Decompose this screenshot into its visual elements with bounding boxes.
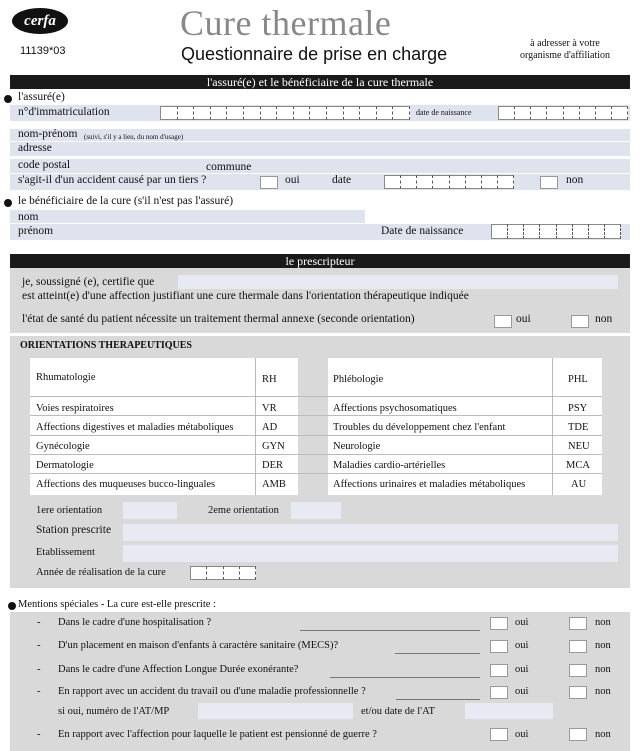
etablissement-field[interactable] [123,545,618,562]
orientation-code: DER [262,460,283,471]
orientation-label: Rhumatologie [36,372,96,383]
bullet-icon [4,95,12,103]
station-field[interactable] [123,524,618,541]
orientation-label: Affections des muqueuses bucco-linguales [36,479,216,490]
orientation-label: Affections urinaires et maladies métaboliques [333,479,526,490]
etat-non-label: non [595,313,613,325]
at-mp-number-field[interactable] [198,703,353,719]
annee-input[interactable] [190,566,256,580]
at-date-field[interactable] [465,703,553,719]
question-dash: - [37,664,41,675]
annee-label: Année de réalisation de la cure [36,567,166,578]
mentions-title: Mentions spéciales - La cure est-elle prescrite : [18,599,216,610]
question-ald: Dans le cadre d'une Affection Longue Durée exonérante? [58,664,299,675]
bullet-icon [8,602,16,610]
orientation-label: Dermatologie [36,460,94,471]
hospitalisation-non-checkbox[interactable] [569,617,587,630]
bullet-icon [4,199,12,207]
page-title: Cure thermale [180,3,392,43]
at-mp-oui-checkbox[interactable] [490,686,508,699]
beneficiaire-nom-field[interactable] [10,210,365,223]
hospitalisation-oui-checkbox[interactable] [490,617,508,630]
non-label: non [595,640,611,651]
orientation-code: PHL [568,374,588,385]
question-dash: - [37,686,41,697]
etat-oui-label: oui [516,313,531,325]
assure-label: l'assuré(e) [18,91,65,103]
immatriculation-label: n°d'immatriculation [18,106,110,118]
at-mp-number-label: si oui, numéro de l'AT/MP [58,706,170,717]
oui-label: oui [515,617,529,628]
accident-non-checkbox[interactable] [540,176,558,189]
orientation-code: GYN [262,441,285,452]
orientation-label: Phlébologie [333,374,384,385]
soussigne-label: je, soussigné (e), certifie que [22,276,155,288]
first-orientation-field[interactable] [123,502,177,519]
orientation-code: RH [262,374,277,385]
nom-prenom-note: (suivi, s'il y a lieu, du nom d'usage) [84,133,184,141]
orientation-label: Affections psychosomatiques [333,403,457,414]
code-postal-label: code postal [18,159,71,171]
address-note-line1: à adresser à votre [530,38,600,49]
cerfa-logo: cerfa [12,8,68,34]
beneficiaire-date-input[interactable] [491,224,621,239]
immatriculation-input[interactable] [160,106,410,120]
section-band-prescripteur: le prescripteur [10,254,630,268]
orientation-code: PSY [568,403,588,414]
accident-non-label: non [566,174,584,186]
section-band-assure: l'assuré(e) et le bénéficiaire de la cure thermale [10,75,630,89]
orientation-label: Maladies cardio-artérielles [333,460,446,471]
address-note [500,38,630,62]
orientation-label: Neurologie [333,441,381,452]
date-naissance-label: date de naissance [416,108,472,117]
question-dash: - [37,617,41,628]
orientations-title: ORIENTATIONS THERAPEUTIQUES [20,340,192,351]
orientation-label: Voies respiratoires [36,403,114,414]
station-label: Station prescrite [36,524,112,536]
oui-label: oui [515,664,529,675]
question-hospitalisation: Dans le cadre d'une hospitalisation ? [58,617,212,628]
adresse-label: adresse [18,142,52,154]
etat-oui-checkbox[interactable] [494,315,512,328]
beneficiaire-date-label: Date de naissance [381,225,464,237]
soussigne-field[interactable] [178,275,618,289]
nom-prenom-label: nom-prénom [18,128,78,140]
first-orientation-label: 1ere orientation [36,505,103,516]
oui-label: oui [515,640,529,651]
non-label: non [595,664,611,675]
orientation-code: AU [571,479,587,490]
form-number: 11139*03 [20,45,66,57]
ald-oui-checkbox[interactable] [490,664,508,677]
non-label: non [595,686,611,697]
second-orientation-field[interactable] [291,502,341,519]
mecs-oui-checkbox[interactable] [490,640,508,653]
accident-oui-label: oui [285,174,300,186]
second-orientation-label: 2eme orientation [208,505,279,516]
page-subtitle: Questionnaire de prise en charge [181,44,448,64]
accident-date-input[interactable] [384,175,514,189]
date-naissance-input[interactable] [498,106,628,120]
non-label: non [595,617,611,628]
orientation-code: VR [262,403,277,414]
orientation-label: Gynécologie [36,441,90,452]
at-date-label: et/ou date de l'AT [361,706,435,717]
code-postal-field[interactable] [10,159,630,173]
beneficiaire-label: le bénéficiaire de la cure (s'il n'est pas l'assuré) [18,195,234,207]
orientation-code: AMB [262,479,286,490]
adresse-field[interactable] [10,142,630,156]
atteint-label: est atteint(e) d'une affection justifiant une cure thermale dans l'orientation thérapeutique indiquée [22,290,469,302]
at-mp-non-checkbox[interactable] [569,686,587,699]
question-dash: - [37,729,41,740]
orientation-code: MCA [566,460,590,471]
question-pension-guerre: En rapport avec l'affection pour laquelle le patient est pensionné de guerre ? [58,729,377,740]
accident-label: s'agit-il d'un accident causé par un tiers ? [18,174,207,186]
pension-oui-checkbox[interactable] [490,728,508,741]
commune-label: commune [206,161,252,173]
accident-date-label: date [332,174,352,186]
mecs-non-checkbox[interactable] [569,640,587,653]
etat-label: l'état de santé du patient nécessite un traitement thermal annexe (seconde orientation) [22,313,415,325]
question-at-mp: En rapport avec un accident du travail ou d'une maladie professionnelle ? [58,686,366,697]
question-mecs: D'un placement en maison d'enfants à caractère sanitaire (MECS)? [58,640,339,651]
etat-non-checkbox[interactable] [571,315,589,328]
non-label: non [595,729,611,740]
ald-non-checkbox[interactable] [569,664,587,677]
beneficiaire-nom-label: nom [18,211,39,223]
pension-non-checkbox[interactable] [569,728,587,741]
address-note-line2: organisme d'affiliation [519,50,611,61]
beneficiaire-prenom-label: prénom [18,225,54,237]
orientation-code: AD [262,422,278,433]
oui-label: oui [515,686,529,697]
accident-oui-checkbox[interactable] [260,176,278,189]
question-dash: - [37,640,41,651]
orientation-label: Troubles du développement chez l'enfant [333,422,506,433]
oui-label: oui [515,729,529,740]
orientation-label: Affections digestives et maladies métaboliques [36,422,234,433]
orientation-code: TDE [568,422,589,433]
etablissement-label: Etablissement [36,547,95,558]
orientation-code: NEU [568,441,590,452]
